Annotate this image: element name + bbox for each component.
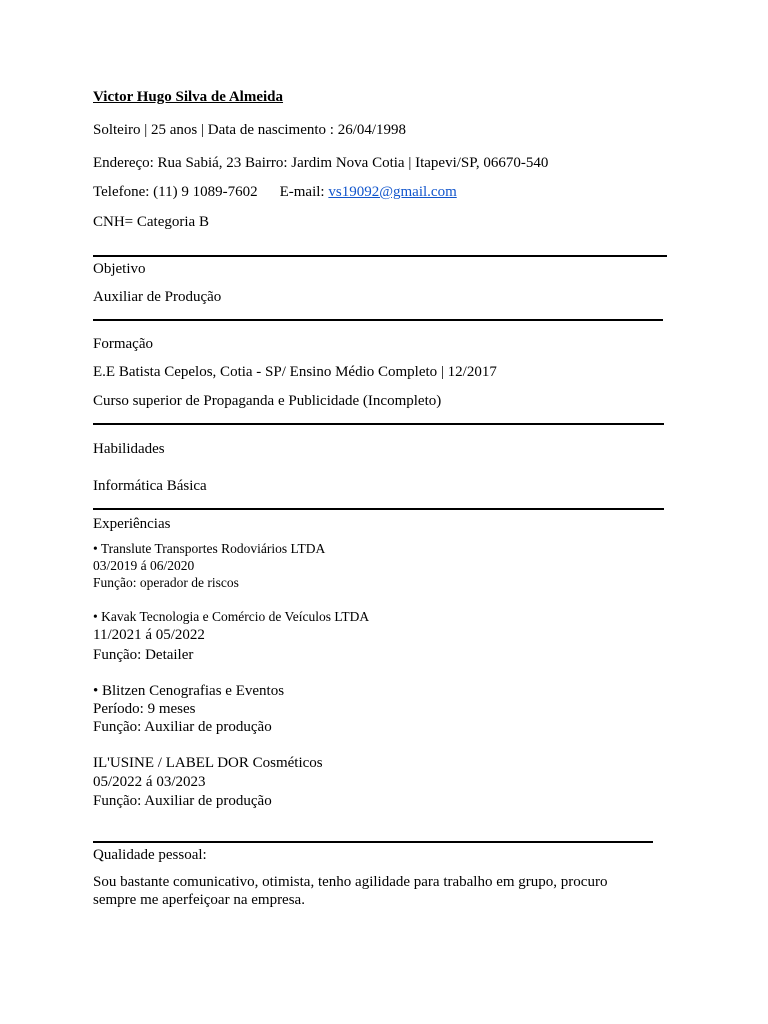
job-period: 03/2019 á 06/2020 [93,558,195,573]
job-role: Função: Auxiliar de produção [93,719,272,735]
email-link[interactable]: vs19092@gmail.com [328,184,457,200]
section-divider [93,508,664,510]
education-item: Curso superior de Propaganda e Publicidade (Incompleto) [93,393,442,409]
driver-license: CNH= Categoria B [93,214,209,230]
phone: Telefone: (11) 9 1089-7602 [93,184,258,200]
experience-heading: Experiências [93,516,171,532]
job-company: IL'USINE / LABEL DOR Cosméticos [93,755,323,771]
job-period: 11/2021 á 05/2022 [93,627,205,643]
education-item: E.E Batista Cepelos, Cotia - SP/ Ensino Médio Completo | 12/2017 [93,364,497,380]
section-divider [93,319,663,321]
personal-quality-heading: Qualidade pessoal: [93,847,207,863]
skills-value: Informática Básica [93,478,207,494]
personal-quality-text: Sou bastante comunicativo, otimista, tenho agilidade para trabalho em grupo, procuro sempre me aperfeiçoar na empresa. [93,874,608,908]
objective-value: Auxiliar de Produção [93,289,222,305]
job-role: Função: operador de riscos [93,575,239,590]
job-company: • Blitzen Cenografias e Eventos [93,683,285,699]
job-period: 05/2022 á 03/2023 [93,774,206,790]
education-heading: Formação [93,336,153,352]
job-company: • Translute Transportes Rodoviários LTDA [93,541,326,556]
section-divider [93,255,667,257]
job-company: • Kavak Tecnologia e Comércio de Veículos LTDA [93,609,370,624]
address: Endereço: Rua Sabiá, 23 Bairro: Jardim Nova Cotia | Itapevi/SP, 06670-540 [93,155,549,171]
job-role: Função: Detailer [93,647,194,663]
section-divider [93,841,653,843]
job-role: Função: Auxiliar de produção [93,793,272,809]
skills-heading: Habilidades [93,441,165,457]
personal-info: Solteiro | 25 anos | Data de nascimento : 26/04/1998 [93,122,407,138]
objective-heading: Objetivo [93,261,146,277]
contact-line [93,183,457,201]
section-divider [93,423,664,425]
candidate-name: Victor Hugo Silva de Almeida [93,89,284,105]
job-period: Período: 9 meses [93,701,196,717]
email-label: E-mail: [279,184,329,200]
